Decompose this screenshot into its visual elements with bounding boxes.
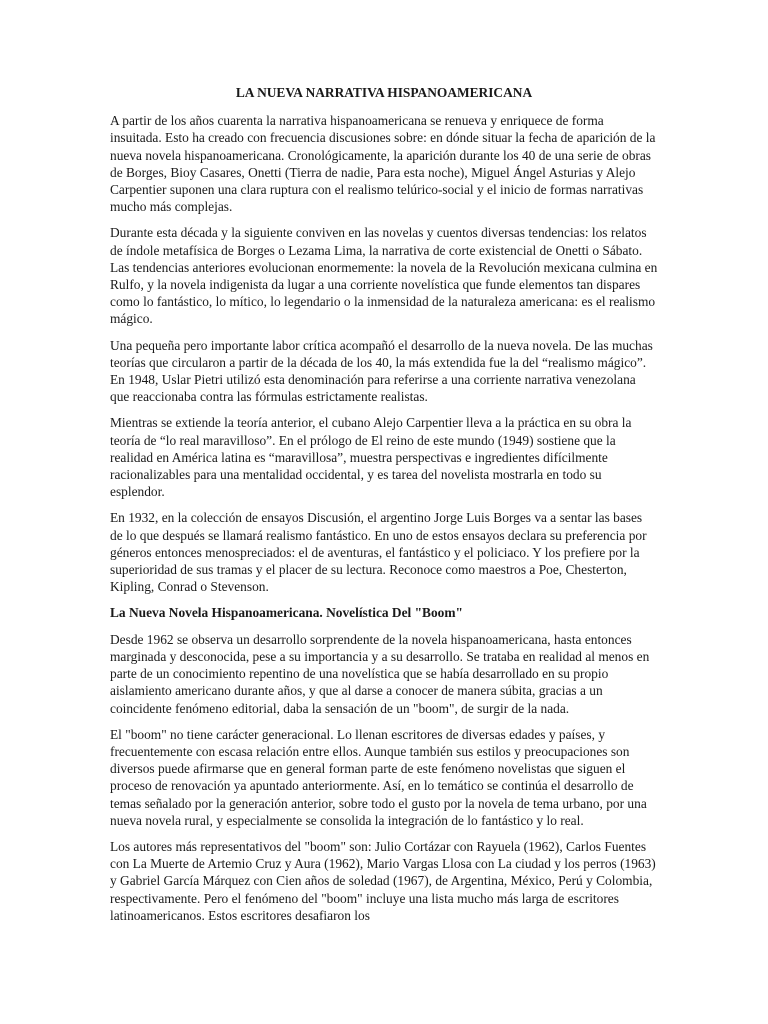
paragraph: Los autores más representativos del "boom" son: Julio Cortázar con Rayuela (1962), Carlos Fuentes con La Muerte de Artemio Cruz y Aura (1962), Mario Vargas Llosa con La ciudad y los perros (1963) y Gabriel García Márquez con Cien años de soledad (1967), de Argentina, México, Perú y Colombia, respectivamente. Pero el fenómeno del "boom" incluye una lista mucho más larga de escritores latinoamericanos. Estos escritores desafiaron los	[110, 838, 656, 923]
paragraph: Una pequeña pero importante labor crítica acompañó el desarrollo de la nueva novela. De las muchas teorías que circularon a partir de la década de los 40, la más extendida fue la del “realismo mágico”. En 1948, Uslar Pietri utilizó esta denominación para referirse a una corriente narrativa venezolana que reaccionaba contra las fórmulas estrictamente realistas.	[110, 337, 653, 405]
section-heading: La Nueva Novela Hispanoamericana. Novelística Del "Boom"	[110, 605, 463, 621]
document-title: LA NUEVA NARRATIVA HISPANOAMERICANA	[235, 85, 533, 100]
paragraph: A partir de los años cuarenta la narrativa hispanoamericana se renueva y enriquece de forma insuitada. Esto ha creado con frecuencia discusiones sobre: en dónde situar la fecha de aparición de la nueva novela hispanoamericana. Cronológicamente, la aparición durante los 40 de una serie de obras de Borges, Bioy Casares, Onetti (Tierra de nadie, Para esta noche), Miguel Ángel Asturias y Alejo Carpentier suponen una clara ruptura con el realismo telúrico-social y el inicio de formas narrativas mucho más complejas.	[110, 113, 656, 215]
paragraph: En 1932, en la colección de ensayos Discusión, el argentino Jorge Luis Borges va a sentar las bases de lo que después se llamará realismo fantástico. En uno de estos ensayos declara su preferencia por géneros entonces menospreciados: el de aventuras, el fantástico y el policiaco. Y los prefiere por la superioridad de sus tramas y el placer de su lectura. Reconoce como maestros a Poe, Chesterton, Kipling, Conrad o Stevenson.	[110, 510, 647, 595]
document-page	[110, 84, 658, 933]
paragraph: El "boom" no tiene carácter generacional. Lo llenan escritores de diversas edades y países, y frecuentemente con escasa relación entre ellos. Aunque también sus estilos y preocupaciones son diversos puede afirmarse que en general forman parte de este fenómeno novelistas que siguen el proceso de renovación ya apuntado anteriormente. Así, en lo temático se continúa el desarrollo de temas señalado por la generación anterior, sobre todo el gusto por la novela de tema urbano, por una nueva novela rural, y especialmente se consolida la integración de lo fantástico y lo real.	[110, 726, 647, 828]
paragraph: Desde 1962 se observa un desarrollo sorprendente de la novela hispanoamericana, hasta entonces marginada y desconocida, pese a su importancia y a su desarrollo. Se trataba en realidad al menos en parte de un conocimiento repentino de una novelística que se había desarrollado en su propio aislamiento americano durante años, y que al darse a conocer de manera súbita, gracias a un coincidente fenómeno editorial, daba la sensación de un "boom", de surgir de la nada.	[110, 631, 650, 716]
paragraph: Mientras se extiende la teoría anterior, el cubano Alejo Carpentier lleva a la práctica en su obra la teoría de “lo real maravilloso”. En el prólogo de El reino de este mundo (1949) sostiene que la realidad en América latina es “maravillosa”, muestra perspectivas e ingredientes difícilmente racionalizables para una mentalidad occidental, y es tarea del novelista mostrarla en todo su esplendor.	[110, 415, 632, 500]
paragraph: Durante esta década y la siguiente conviven en las novelas y cuentos diversas tendencias: los relatos de índole metafísica de Borges o Lezama Lima, la narrativa de corte existencial de Onetti o Sábato. Las tendencias anteriores evolucionan enormemente: la novela de la Revolución mexicana culmina en Rulfo, y la novela indigenista da lugar a una corriente novelística que funde elementos tan dispares como lo fantástico, lo mítico, lo legendario o la inmensidad de la naturaleza americana: es el realismo mágico.	[110, 225, 658, 327]
